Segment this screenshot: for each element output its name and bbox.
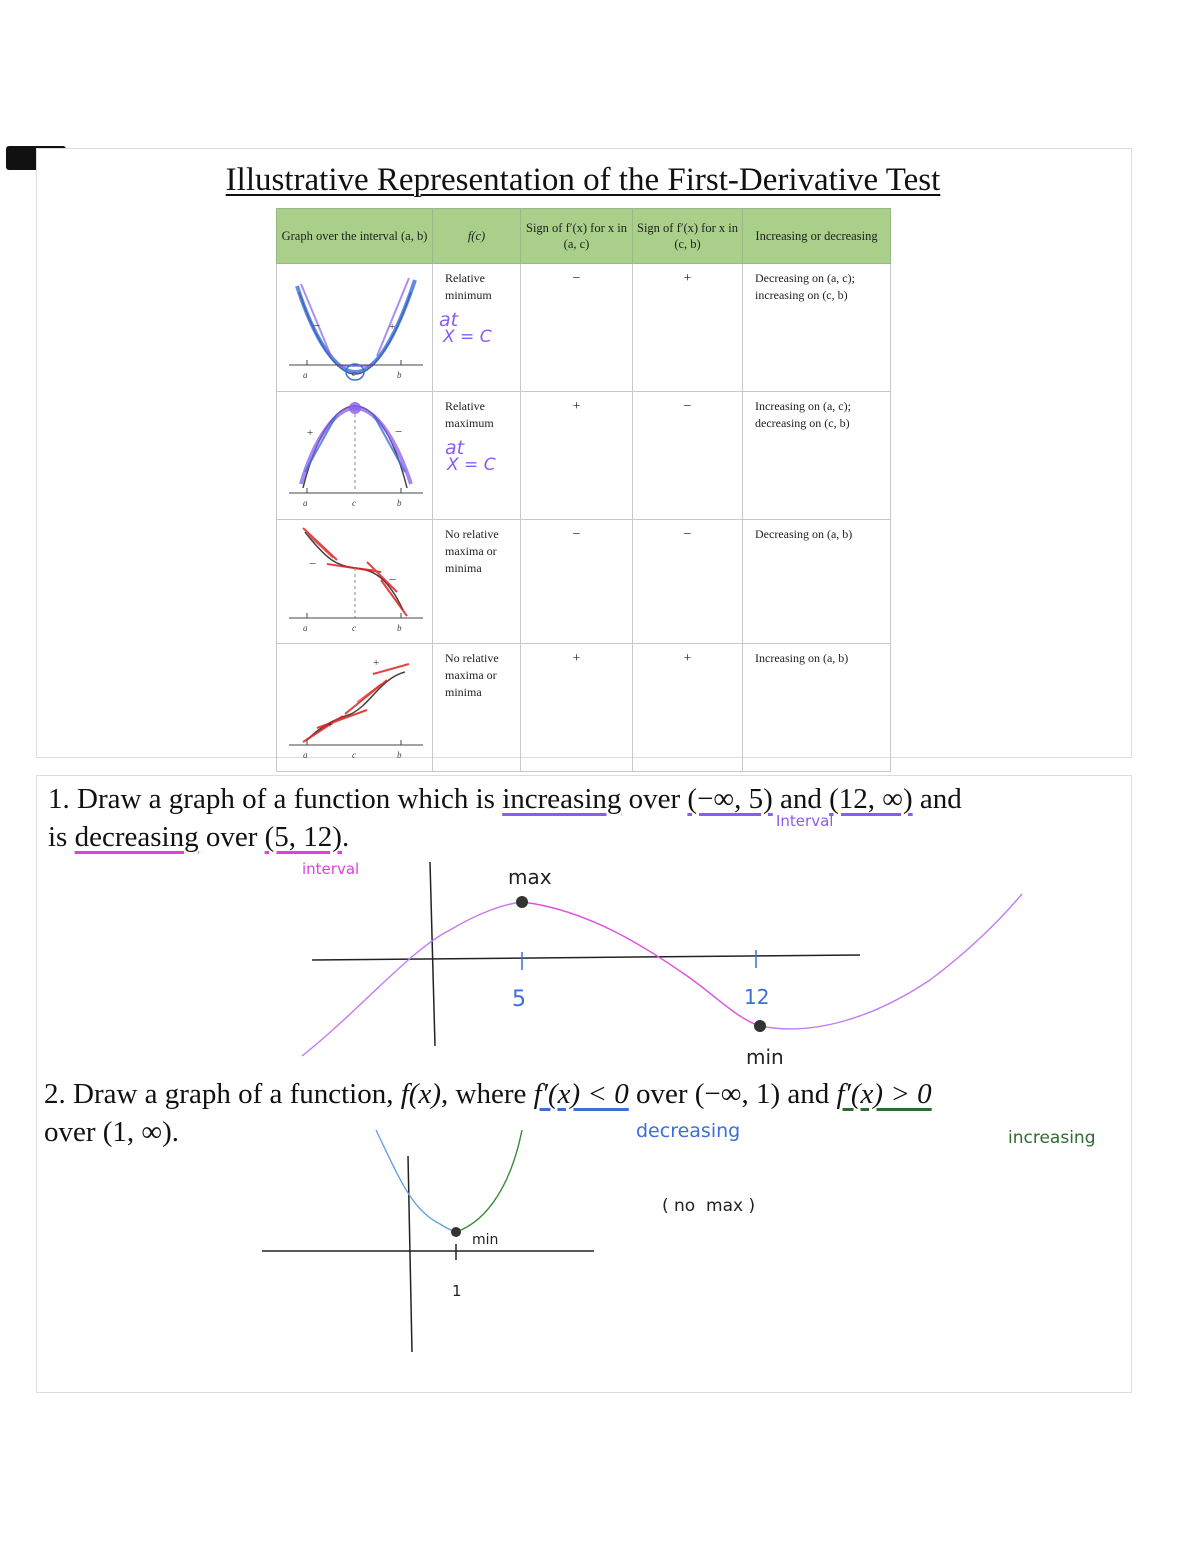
note-interval-left: interval	[302, 860, 360, 878]
page-title: Illustrative Representation of the First-Derivative Test	[225, 162, 941, 198]
table-row	[277, 392, 891, 520]
minus-sign: −	[309, 556, 317, 571]
q1-text: over	[198, 821, 265, 853]
sign-ac-cell: +	[521, 644, 633, 772]
graph-cell	[277, 520, 433, 644]
label-min: min	[472, 1232, 499, 1248]
q2-line2: over (1, ∞).	[44, 1116, 180, 1148]
q2-fx: f(x)	[400, 1078, 441, 1110]
max-point	[516, 896, 528, 908]
label-max: max	[508, 865, 552, 889]
q2-text: , where	[441, 1078, 534, 1110]
table-row	[277, 264, 891, 392]
q1-increasing: increasing	[502, 783, 622, 815]
label-1: 1	[452, 1282, 462, 1300]
sign-ac-cell: +	[521, 392, 633, 520]
fc-text: Relative minimum	[445, 271, 492, 302]
fc-cell: No relative maxima or minima	[433, 520, 521, 644]
sign-cb-cell: +	[633, 644, 743, 772]
q1-text: and	[772, 783, 830, 815]
q2-line1	[44, 1075, 932, 1113]
graph-cell	[277, 392, 433, 520]
sign-ac-cell: −	[521, 264, 633, 392]
header-fc: f(c)	[433, 209, 521, 264]
increasing-segment-2	[760, 894, 1022, 1029]
handwritten-at: at	[439, 309, 459, 331]
handwritten-at: at	[445, 437, 465, 459]
table-row	[277, 520, 891, 644]
header-sign-ac: Sign of f′(x) for x in (a, c)	[521, 209, 633, 264]
header-behavior: Increasing or decreasing	[743, 209, 891, 264]
sign-cb-cell: −	[633, 520, 743, 644]
q2-text: over (−∞, 1) and	[628, 1078, 837, 1110]
decreasing-segment	[376, 1130, 456, 1232]
axis-b: b	[397, 498, 402, 508]
q2-graph	[250, 1120, 610, 1360]
minus-sign: −	[313, 318, 321, 333]
sign-cb-cell: −	[633, 392, 743, 520]
axis-a: a	[303, 750, 308, 760]
fc-cell	[433, 264, 521, 392]
q1-graph	[290, 860, 1050, 1080]
increasing-segment	[456, 1130, 522, 1232]
fc-cell: No relative maxima or minima	[433, 644, 521, 772]
q1-line2	[48, 818, 349, 856]
rel-max-graph	[277, 392, 431, 513]
q2-text: 2. Draw a graph of a function,	[44, 1078, 401, 1110]
first-derivative-table	[276, 208, 891, 772]
note-interval-top: Interval	[776, 812, 834, 830]
sign-ac-cell: −	[521, 520, 633, 644]
axis-a: a	[303, 370, 308, 380]
label-min: min	[746, 1045, 784, 1069]
min-point	[754, 1020, 766, 1032]
graph-cell	[277, 264, 433, 392]
behavior-cell: Increasing on (a, c); decreasing on (c, b)	[743, 392, 891, 520]
x-axis	[312, 955, 860, 960]
q1-text: 1. Draw a graph of a function which is	[48, 783, 503, 815]
axis-c: c	[352, 369, 356, 378]
header-graph: Graph over the interval (a, b)	[277, 209, 433, 264]
q2-cond-increasing: f′(x) > 0	[836, 1078, 932, 1110]
plus-sign: +	[327, 719, 334, 731]
decreasing-segment	[522, 902, 760, 1026]
fc-cell	[433, 392, 521, 520]
y-axis	[408, 1156, 412, 1352]
rel-min-graph	[277, 264, 431, 385]
q1-interval1: (−∞, 5)	[687, 783, 773, 815]
q1-interval2: (12, ∞)	[829, 783, 913, 815]
q1-text: .	[341, 821, 350, 853]
table-row	[277, 644, 891, 772]
handwritten-x-eq-c: X = C	[443, 327, 492, 347]
decreasing-graph	[277, 520, 431, 637]
behavior-cell: Decreasing on (a, c); increasing on (c, b)	[743, 264, 891, 392]
axis-b: b	[397, 623, 402, 633]
q1-text: over	[621, 783, 688, 815]
sign-cb-cell: +	[633, 264, 743, 392]
axis-b: b	[397, 370, 402, 380]
axis-b: b	[397, 750, 402, 760]
min-point	[451, 1227, 461, 1237]
fc-text: Relative maximum	[445, 399, 494, 430]
axis-c: c	[352, 750, 356, 760]
behavior-cell: Decreasing on (a, b)	[743, 520, 891, 644]
label-5: 5	[512, 987, 526, 1012]
q1-text: and	[912, 783, 962, 815]
y-axis	[430, 862, 435, 1046]
label-12: 12	[744, 985, 770, 1009]
plus-sign: +	[307, 427, 314, 439]
q1-decreasing: decreasing	[74, 821, 199, 853]
q1-text: is	[48, 821, 75, 853]
behavior-cell: Increasing on (a, b)	[743, 644, 891, 772]
axis-a: a	[303, 623, 308, 633]
plus-sign: +	[373, 657, 380, 669]
axis-c: c	[352, 498, 356, 508]
axis-c: c	[352, 623, 356, 633]
note-increasing: increasing	[1008, 1128, 1096, 1148]
q1-interval3: (5, 12)	[264, 821, 342, 853]
header-sign-cb: Sign of f′(x) for x in (c, b)	[633, 209, 743, 264]
q2-cond-decreasing: f′(x) < 0	[533, 1078, 629, 1110]
note-decreasing: decreasing	[636, 1120, 741, 1142]
increasing-segment	[302, 902, 522, 1056]
increasing-graph	[277, 644, 431, 765]
graph-cell	[277, 644, 433, 772]
plus-sign: +	[389, 321, 396, 333]
handwritten-x-eq-c: X = C	[447, 455, 496, 475]
minus-sign: −	[389, 572, 397, 587]
note-no-max: ( no max )	[662, 1196, 756, 1216]
axis-a: a	[303, 498, 308, 508]
minus-sign: −	[395, 424, 403, 439]
